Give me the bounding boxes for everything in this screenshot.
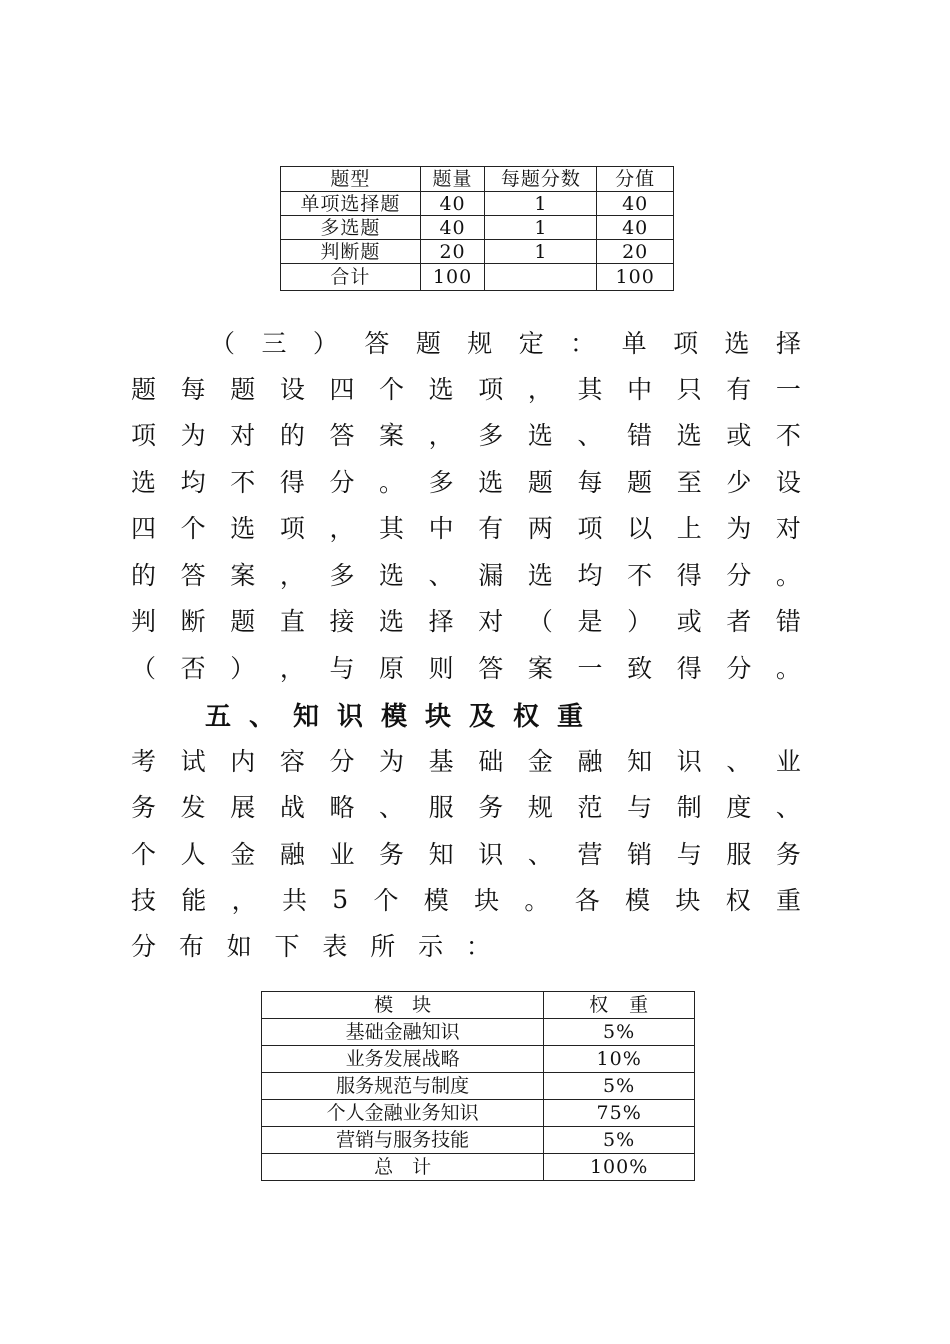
- text-glyph: 权: [725, 886, 751, 915]
- table-cell: 100: [597, 264, 674, 291]
- text-glyph: 容: [279, 747, 305, 776]
- text-glyph: ，: [527, 375, 553, 404]
- text-glyph: 或: [676, 607, 702, 636]
- text-line: [131, 504, 801, 550]
- header-cell: 权 重: [544, 992, 695, 1019]
- text-glyph: 人: [180, 840, 206, 869]
- text-glyph: 5: [332, 884, 349, 914]
- text-glyph: 项: [577, 514, 603, 543]
- text-glyph: ，: [279, 561, 305, 590]
- text-glyph: 均: [180, 468, 206, 497]
- module-weight-table: [261, 991, 695, 1181]
- text-glyph: 三: [261, 329, 287, 358]
- text-glyph: 规: [527, 793, 553, 822]
- text-glyph: 原: [379, 654, 405, 683]
- text-line: [131, 783, 801, 829]
- text-glyph: 中: [627, 375, 653, 404]
- text-glyph: 识: [676, 747, 702, 776]
- text-glyph: 不: [627, 561, 653, 590]
- text-line: [131, 551, 801, 597]
- text-glyph: 、: [527, 840, 553, 869]
- text-glyph: 单: [621, 329, 647, 358]
- table-cell: 单项选择题: [281, 192, 421, 216]
- table-cell: 10%: [544, 1046, 695, 1073]
- text-glyph: 对: [478, 607, 504, 636]
- text-glyph: 者: [726, 607, 752, 636]
- text-glyph: 选: [527, 421, 553, 450]
- table-cell: 合计: [281, 264, 421, 291]
- text-glyph: 漏: [478, 561, 504, 590]
- text-glyph: 与: [627, 793, 653, 822]
- text-glyph: 定: [518, 329, 544, 358]
- text-glyph: 选: [676, 421, 702, 450]
- text-glyph: 案: [527, 654, 553, 683]
- text-glyph: 不: [230, 468, 256, 497]
- text-glyph: 少: [726, 468, 752, 497]
- text-glyph: 业: [775, 747, 801, 776]
- table-row: [281, 264, 674, 291]
- text-glyph: 两: [527, 514, 553, 543]
- table-header-row: [262, 992, 695, 1019]
- text-glyph: ，: [329, 514, 355, 543]
- text-glyph: 。: [775, 561, 801, 590]
- text-line: [131, 458, 801, 504]
- text-glyph: 。: [379, 468, 405, 497]
- text-glyph: 能: [181, 886, 207, 915]
- text-glyph: 答: [180, 561, 206, 590]
- table-cell: [485, 264, 597, 291]
- text-glyph: 的: [279, 421, 305, 450]
- header-cell: 模 块: [262, 992, 544, 1019]
- text-glyph: 金: [230, 840, 256, 869]
- text-glyph: 务: [379, 840, 405, 869]
- text-glyph: 至: [676, 468, 702, 497]
- text-glyph: 与: [676, 840, 702, 869]
- text-glyph: 是: [577, 607, 603, 636]
- text-glyph: 础: [478, 747, 504, 776]
- text-glyph: 布: [178, 932, 204, 961]
- text-glyph: 分: [726, 654, 752, 683]
- table-cell: 判断题: [281, 240, 421, 264]
- text-glyph: 案: [230, 561, 256, 590]
- text-glyph: 均: [577, 561, 603, 590]
- text-glyph: 、: [775, 793, 801, 822]
- text-glyph: 直: [279, 607, 305, 636]
- text-glyph: 以: [627, 514, 653, 543]
- text-glyph: 题: [415, 329, 441, 358]
- table-header-row: [281, 167, 674, 192]
- text-glyph: ，: [428, 421, 454, 450]
- table-cell: 75%: [544, 1100, 695, 1127]
- text-glyph: 得: [279, 468, 305, 497]
- table-row: [262, 1019, 695, 1046]
- text-glyph: 一: [577, 654, 603, 683]
- table-cell: 服务规范与制度: [262, 1073, 544, 1100]
- text-glyph: 其: [577, 375, 603, 404]
- text-glyph: 一: [775, 375, 801, 404]
- text-glyph: （: [527, 607, 553, 636]
- text-glyph: 选: [379, 607, 405, 636]
- text-glyph: 与: [329, 654, 355, 683]
- text-glyph: 个: [131, 840, 157, 869]
- text-glyph: ）: [230, 654, 256, 683]
- text-glyph: 分: [131, 932, 157, 961]
- text-glyph: 每: [180, 375, 206, 404]
- table-cell: 多选题: [281, 216, 421, 240]
- text-glyph: 项: [279, 514, 305, 543]
- table-row: [262, 1100, 695, 1127]
- text-glyph: 选: [478, 468, 504, 497]
- section-heading: 五、知识模块及权重: [205, 702, 602, 732]
- text-glyph: 择: [775, 329, 801, 358]
- text-glyph: 选: [131, 468, 157, 497]
- text-glyph: 多: [478, 421, 504, 450]
- text-glyph: 。: [775, 654, 801, 683]
- text-glyph: 内: [230, 747, 256, 776]
- text-glyph: 范: [577, 793, 603, 822]
- text-glyph: ，: [231, 886, 257, 915]
- header-cell: 题型: [281, 167, 421, 192]
- text-glyph: 四: [329, 375, 355, 404]
- text-glyph: 为: [726, 514, 752, 543]
- text-glyph: 对: [775, 514, 801, 543]
- text-glyph: 技: [131, 886, 157, 915]
- text-glyph: 金: [527, 747, 553, 776]
- text-glyph: 答: [478, 654, 504, 683]
- question-type-table: [280, 166, 674, 291]
- text-glyph: 识: [478, 840, 504, 869]
- text-glyph: 上: [676, 514, 702, 543]
- text-glyph: 选: [379, 561, 405, 590]
- text-glyph: 得: [676, 561, 702, 590]
- text-glyph: 错: [775, 607, 801, 636]
- text-glyph: 模: [625, 886, 651, 915]
- text-glyph: 或: [726, 421, 752, 450]
- table-cell: 1: [485, 216, 597, 240]
- text-glyph: 多: [329, 561, 355, 590]
- table-cell: 1: [485, 240, 597, 264]
- text-glyph: 题: [230, 375, 256, 404]
- text-glyph: 有: [478, 514, 504, 543]
- text-glyph: 知: [428, 840, 454, 869]
- table-row: [262, 1127, 695, 1154]
- text-glyph: 重: [775, 886, 801, 915]
- table-cell: 5%: [544, 1073, 695, 1100]
- text-glyph: 个: [373, 886, 399, 915]
- text-glyph: 、: [379, 793, 405, 822]
- table-cell: 个人金融业务知识: [262, 1100, 544, 1127]
- text-glyph: 有: [726, 375, 752, 404]
- text-glyph: （: [131, 654, 157, 683]
- table-row: [262, 1073, 695, 1100]
- text-glyph: 战: [279, 793, 305, 822]
- text-glyph: 融: [577, 747, 603, 776]
- header-cell: 分值: [597, 167, 674, 192]
- text-glyph: 题: [527, 468, 553, 497]
- table-row: [281, 192, 674, 216]
- text-glyph: 营: [577, 840, 603, 869]
- table-cell: 1: [485, 192, 597, 216]
- text-glyph: 其: [379, 514, 405, 543]
- text-glyph: 为: [379, 747, 405, 776]
- text-glyph: 、: [577, 421, 603, 450]
- text-glyph: 不: [775, 421, 801, 450]
- text-glyph: 。: [524, 886, 550, 915]
- text-glyph: ：: [465, 932, 491, 961]
- table-cell: 营销与服务技能: [262, 1127, 544, 1154]
- text-glyph: 题: [627, 468, 653, 497]
- text-line: [131, 830, 801, 876]
- text-glyph: 题: [131, 375, 157, 404]
- text-glyph: 判: [131, 607, 157, 636]
- text-glyph: 所: [370, 932, 396, 961]
- text-glyph: 个: [379, 375, 405, 404]
- text-glyph: 、: [428, 561, 454, 590]
- text-glyph: 制: [676, 793, 702, 822]
- text-glyph: 致: [627, 654, 653, 683]
- text-glyph: 答: [329, 421, 355, 450]
- text-glyph: 多: [428, 468, 454, 497]
- text-glyph: 展: [230, 793, 256, 822]
- text-glyph: ：: [570, 329, 596, 358]
- text-glyph: 设: [775, 468, 801, 497]
- text-glyph: 略: [329, 793, 355, 822]
- text-glyph: 为: [180, 421, 206, 450]
- text-glyph: 考: [131, 747, 157, 776]
- text-glyph: 示: [418, 932, 444, 961]
- table-row: [262, 1046, 695, 1073]
- text-glyph: 否: [180, 654, 206, 683]
- text-glyph: 度: [726, 793, 752, 822]
- text-glyph: 对: [230, 421, 256, 450]
- text-glyph: 销: [627, 840, 653, 869]
- text-glyph: 基: [428, 747, 454, 776]
- text-glyph: 只: [676, 375, 702, 404]
- text-line: [210, 319, 801, 365]
- text-glyph: 题: [230, 607, 256, 636]
- table-cell: 40: [597, 192, 674, 216]
- text-glyph: 块: [675, 886, 701, 915]
- text-glyph: 分: [329, 747, 355, 776]
- text-glyph: 择: [428, 607, 454, 636]
- table-cell: 20: [420, 240, 485, 264]
- table-cell: 基础金融知识: [262, 1019, 544, 1046]
- table-cell: 100: [420, 264, 485, 291]
- text-glyph: 断: [180, 607, 206, 636]
- text-glyph: 务: [131, 793, 157, 822]
- text-glyph: 选: [230, 514, 256, 543]
- text-glyph: 的: [131, 561, 157, 590]
- text-glyph: ）: [312, 329, 338, 358]
- text-glyph: 答: [364, 329, 390, 358]
- text-line: [131, 411, 801, 457]
- text-glyph: 错: [627, 421, 653, 450]
- text-glyph: 项: [478, 375, 504, 404]
- text-glyph: 案: [379, 421, 405, 450]
- text-glyph: 选: [428, 375, 454, 404]
- text-glyph: 接: [329, 607, 355, 636]
- text-glyph: 四: [131, 514, 157, 543]
- text-glyph: 选: [724, 329, 750, 358]
- text-glyph: 务: [478, 793, 504, 822]
- table-cell: 40: [420, 216, 485, 240]
- text-glyph: 得: [676, 654, 702, 683]
- text-glyph: 分: [329, 468, 355, 497]
- table-cell: 40: [420, 192, 485, 216]
- text-glyph: 服: [726, 840, 752, 869]
- text-glyph: 融: [279, 840, 305, 869]
- text-glyph: 知: [627, 747, 653, 776]
- text-glyph: ）: [627, 607, 653, 636]
- text-glyph: ，: [279, 654, 305, 683]
- table-cell: 业务发展战略: [262, 1046, 544, 1073]
- text-glyph: 中: [428, 514, 454, 543]
- table-row: [281, 216, 674, 240]
- text-glyph: 设: [279, 375, 305, 404]
- text-glyph: 服: [428, 793, 454, 822]
- text-glyph: 表: [322, 932, 348, 961]
- text-line: [131, 922, 491, 968]
- table-cell: 5%: [544, 1019, 695, 1046]
- text-glyph: 则: [428, 654, 454, 683]
- text-glyph: 如: [226, 932, 252, 961]
- text-glyph: 共: [281, 886, 307, 915]
- table-cell: 40: [597, 216, 674, 240]
- text-glyph: 业: [329, 840, 355, 869]
- table-cell: 100%: [544, 1154, 695, 1181]
- table-row: [262, 1154, 695, 1181]
- table-cell: 总 计: [262, 1154, 544, 1181]
- table-row: [281, 240, 674, 264]
- text-glyph: 各: [574, 886, 600, 915]
- text-glyph: （: [210, 329, 236, 358]
- text-glyph: 个: [180, 514, 206, 543]
- table-cell: 5%: [544, 1127, 695, 1154]
- text-glyph: 分: [726, 561, 752, 590]
- text-line: [131, 644, 801, 690]
- header-cell: 题量: [420, 167, 485, 192]
- header-cell: 每题分数: [485, 167, 597, 192]
- text-glyph: 发: [180, 793, 206, 822]
- text-glyph: 模: [423, 886, 449, 915]
- text-glyph: 下: [274, 932, 300, 961]
- text-line: [131, 365, 801, 411]
- text-glyph: 块: [474, 886, 500, 915]
- text-line: [131, 876, 801, 922]
- text-glyph: 规: [467, 329, 493, 358]
- text-glyph: 务: [775, 840, 801, 869]
- text-glyph: 、: [726, 747, 752, 776]
- text-glyph: 项: [131, 421, 157, 450]
- text-glyph: 选: [527, 561, 553, 590]
- table-cell: 20: [597, 240, 674, 264]
- text-line: [131, 737, 801, 783]
- text-glyph: 项: [673, 329, 699, 358]
- text-line: [131, 597, 801, 643]
- text-glyph: 试: [180, 747, 206, 776]
- text-glyph: 每: [577, 468, 603, 497]
